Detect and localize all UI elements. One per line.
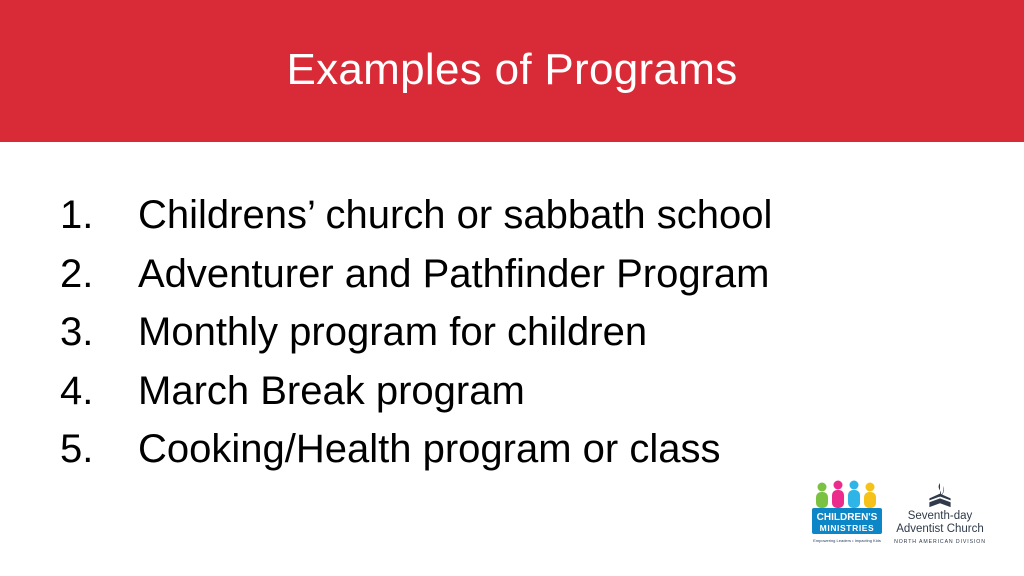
childrens-ministries-logo xyxy=(810,480,884,548)
list-text: Adventurer and Pathfinder Program xyxy=(138,251,770,296)
list-text: Cooking/Health program or class xyxy=(138,427,721,471)
list-number: 4. xyxy=(60,368,94,413)
title-bar xyxy=(0,0,1024,142)
program-list xyxy=(60,186,772,479)
list-item xyxy=(60,303,772,362)
sda-logo-line1: Seventh-day xyxy=(907,510,973,522)
cm-logo-tagline: Empowering Leaders • Impacting Kids xyxy=(813,538,881,543)
footer-logos xyxy=(810,480,990,550)
list-number: 5. xyxy=(60,427,94,471)
list-text: Childrens’ church or sabbath school xyxy=(138,193,773,237)
cm-logo-line1: CHILDREN'S xyxy=(816,512,878,523)
list-text: March Break program xyxy=(138,368,525,413)
list-number: 1. xyxy=(60,193,94,237)
list-item xyxy=(60,186,772,245)
sda-logo-line2: Adventist Church xyxy=(896,523,984,535)
list-item xyxy=(60,362,772,421)
sda-logo xyxy=(890,480,990,550)
list-text: Monthly program for children xyxy=(138,310,648,354)
sda-logo-line3: NORTH AMERICAN DIVISION xyxy=(894,539,986,545)
list-number: 2. xyxy=(60,251,94,296)
cm-logo-line2: MINISTRIES xyxy=(819,523,875,533)
list-item xyxy=(60,245,772,304)
sda-flame-icon xyxy=(925,482,955,509)
list-number: 3. xyxy=(60,310,94,354)
slide-title: Examples of Programs xyxy=(286,45,738,94)
list-item xyxy=(60,420,772,479)
